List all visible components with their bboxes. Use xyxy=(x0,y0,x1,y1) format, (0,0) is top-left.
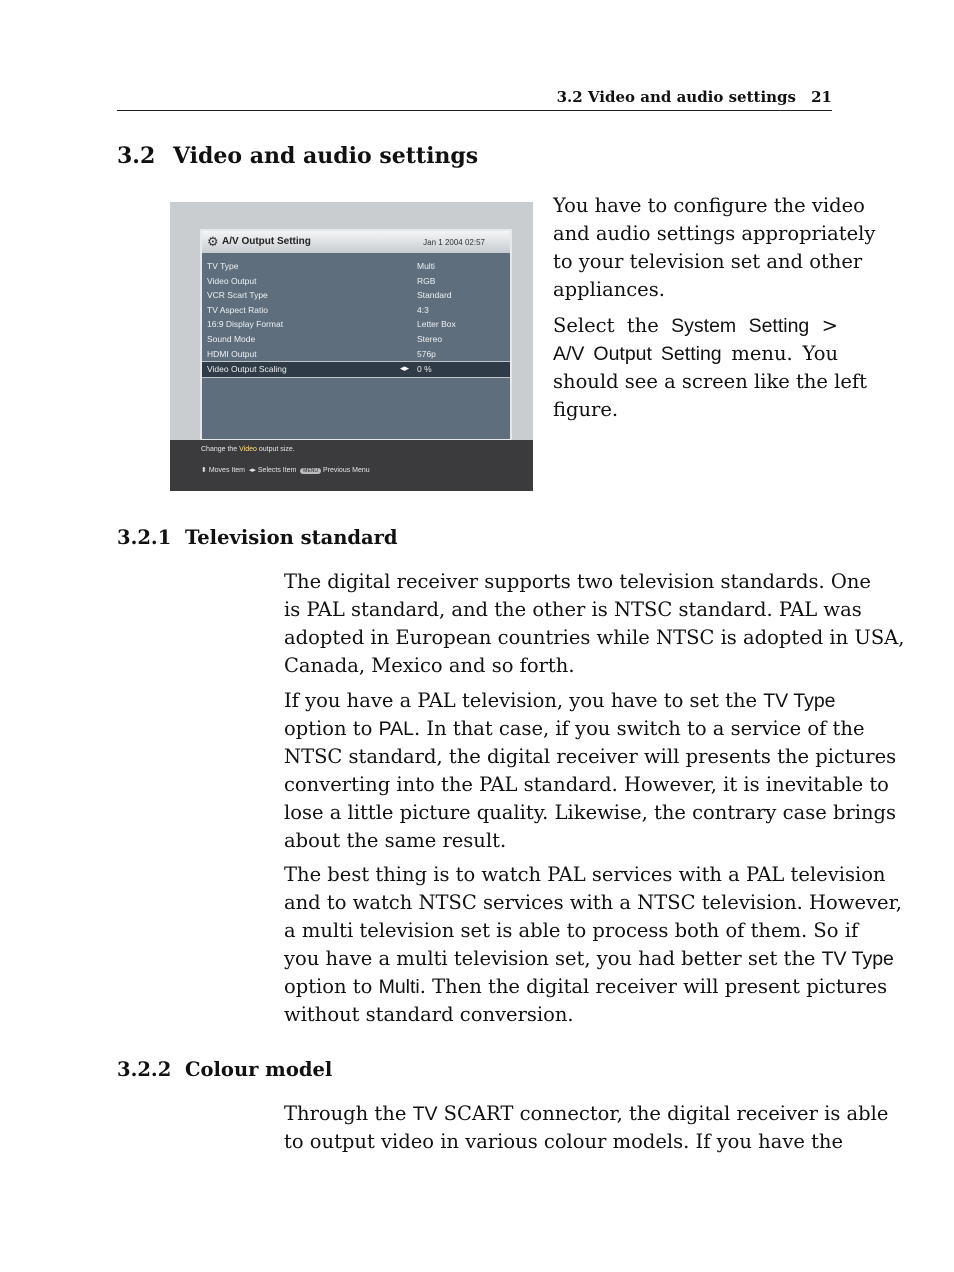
setting-label: Video Output xyxy=(207,275,257,286)
settings-list xyxy=(202,259,510,378)
text-line: Canada, Mexico and so forth. xyxy=(284,654,575,677)
subsection-heading-television-standard xyxy=(117,526,398,549)
tv-standard-paragraph-3 xyxy=(284,861,902,1029)
text-line: without standard conversion. xyxy=(284,1003,574,1026)
menu-term: Multi xyxy=(378,976,420,998)
menu-titlebar xyxy=(202,231,510,253)
text-line xyxy=(284,945,894,973)
setting-value: 4:3 xyxy=(417,304,429,315)
word: menu. xyxy=(731,342,793,365)
text-line: The best thing is to watch PAL services with a PAL television xyxy=(284,863,886,886)
text-line xyxy=(284,973,888,1001)
nav-moves: Moves Item xyxy=(208,467,246,474)
setting-row-video-output-scaling xyxy=(202,361,510,378)
av-output-screenshot xyxy=(170,202,533,491)
subsection-title: Colour model xyxy=(185,1058,333,1081)
text-line: a multi television set is able to process both of them. So if xyxy=(284,919,859,942)
setting-label: HDMI Output xyxy=(207,348,257,359)
text-run: Through the xyxy=(284,1102,413,1125)
text-run: . In that case, if you switch to a service of the xyxy=(414,717,865,740)
text-line: You have to configure the video xyxy=(553,194,865,217)
text-line: about the same result. xyxy=(284,829,507,852)
menu-key-icon: MENU xyxy=(300,468,321,474)
setting-label: TV Type xyxy=(207,261,239,271)
intro-paragraph-2 xyxy=(553,312,867,424)
word: You xyxy=(802,342,839,365)
setting-row-sound-mode xyxy=(202,332,510,347)
section-title: Video and audio settings xyxy=(173,143,479,169)
setting-value: Stereo xyxy=(417,333,443,344)
text-line: to output video in various colour models. If you have the xyxy=(284,1130,844,1153)
text-run: option to xyxy=(284,975,379,998)
setting-value: RGB xyxy=(417,275,436,286)
setting-row-vcr-scart-type xyxy=(202,288,510,303)
subsection-number: 3.2.2 xyxy=(117,1058,172,1081)
text-run: SCART connector, the digital receiver is able xyxy=(437,1102,889,1125)
text-line: should see a screen like the left xyxy=(553,370,867,393)
setting-row-video-output xyxy=(202,274,510,289)
left-right-arrow-icon: ◂▸ xyxy=(400,363,410,374)
intro-paragraph-1 xyxy=(553,192,876,304)
subsection-title: Television standard xyxy=(185,526,398,549)
menu-term: TV xyxy=(412,1103,438,1125)
text-line: adopted in European countries while NTSC is adopted in USA, xyxy=(284,626,905,649)
text-line xyxy=(284,1100,889,1128)
nav-previous: Previous Menu xyxy=(322,467,370,474)
gear-icon: ⚙ xyxy=(207,234,219,249)
menu-term: PAL xyxy=(378,718,414,740)
menu-term: TV Type xyxy=(821,948,894,970)
setting-label: VCR Scart Type xyxy=(207,290,268,301)
text-run: option to xyxy=(284,717,379,740)
left-right-arrow-icon: ◂▸ xyxy=(248,467,256,474)
setting-label: 16:9 Display Format xyxy=(207,319,284,330)
text-run: . Then the digital receiver will present pictures xyxy=(419,975,888,998)
help-hint xyxy=(201,446,295,453)
setting-label: Video Output Scaling xyxy=(207,364,287,375)
colour-model-paragraph xyxy=(284,1100,889,1156)
text-line xyxy=(284,715,865,743)
text-line: and audio settings appropriately xyxy=(553,222,876,245)
running-header-section: 3.2 Video and audio settings xyxy=(556,88,796,106)
tv-standard-paragraph-1 xyxy=(284,568,905,680)
menu-term: TV Type xyxy=(763,690,836,712)
menu-title: A/V Output Setting xyxy=(222,236,311,247)
setting-row-hdmi-output xyxy=(202,347,510,362)
subsection-number: 3.2.1 xyxy=(117,526,172,549)
setting-value: 0 % xyxy=(417,364,432,375)
nav-legend xyxy=(201,466,370,474)
text-line xyxy=(553,340,838,368)
text-line: converting into the PAL standard. However, it is inevitable to xyxy=(284,773,889,796)
menu-term: A/V Output Setting xyxy=(553,343,722,365)
menu-term: Setting xyxy=(748,315,810,337)
subsection-heading-colour-model xyxy=(117,1058,332,1081)
text-line: lose a little picture quality. Likewise, the contrary case brings xyxy=(284,801,897,824)
text-line: NTSC standard, the digital receiver will presents the pictures xyxy=(284,745,897,768)
setting-row-display-format xyxy=(202,317,510,332)
page-number: 21 xyxy=(811,88,832,106)
setting-row-tv-type xyxy=(202,259,510,274)
setting-row-tv-aspect-ratio xyxy=(202,303,510,318)
menu-date: Jan 1 2004 02:57 xyxy=(423,238,485,247)
setting-value: Multi xyxy=(417,261,435,271)
word: > xyxy=(821,314,839,337)
text-run: If you have a PAL television, you have to set the xyxy=(284,689,764,712)
text-line: appliances. xyxy=(553,278,665,301)
word: Select xyxy=(553,314,615,337)
setting-value: Letter Box xyxy=(417,319,456,330)
text-line: figure. xyxy=(553,398,619,421)
text-line: and to watch NTSC services with a NTSC television. However, xyxy=(284,891,902,914)
nav-selects: Selects Item xyxy=(257,467,297,474)
text-line xyxy=(284,687,836,715)
setting-label: Sound Mode xyxy=(207,333,256,344)
text-line xyxy=(553,312,838,340)
text-line: The digital receiver supports two television standards. One xyxy=(284,570,871,593)
tv-standard-paragraph-2 xyxy=(284,687,897,855)
hint-text-end: output size. xyxy=(256,446,295,453)
hint-text: Change the xyxy=(201,446,240,453)
text-run: you have a multi television set, you had better set the xyxy=(284,947,822,970)
menu-help-bar xyxy=(170,440,533,491)
word: the xyxy=(626,314,659,337)
menu-panel xyxy=(200,229,512,441)
section-heading xyxy=(117,143,478,169)
section-number: 3.2 xyxy=(117,143,156,169)
setting-value: 576p xyxy=(417,348,436,359)
menu-term: System xyxy=(671,315,737,337)
hint-highlight: Video xyxy=(239,446,257,453)
text-line: to your television set and other xyxy=(553,250,863,273)
setting-value: Standard xyxy=(417,290,452,301)
text-line: is PAL standard, and the other is NTSC standard. PAL was xyxy=(284,598,862,621)
up-down-arrow-icon: ⬍ xyxy=(201,467,207,474)
setting-label: TV Aspect Ratio xyxy=(207,304,268,315)
running-header xyxy=(117,86,832,111)
